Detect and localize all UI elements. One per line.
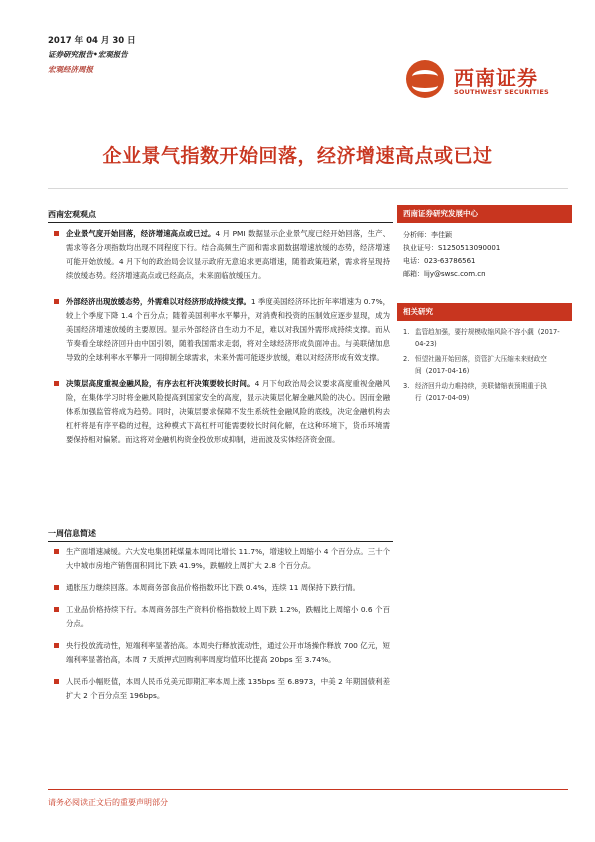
list-item xyxy=(52,295,390,365)
report-title: 企业景气指数开始回落，经济增速高点或已过 xyxy=(102,145,493,167)
license-row xyxy=(403,242,566,255)
logo-mark-icon xyxy=(406,60,444,98)
divider xyxy=(48,222,393,223)
related-num: 1. xyxy=(403,328,410,336)
divider xyxy=(48,188,568,189)
sidebar-heading-related: 相关研究 xyxy=(397,303,572,321)
analyst-info xyxy=(397,223,572,285)
related-item[interactable] xyxy=(403,381,568,404)
analyst-row xyxy=(403,229,566,242)
bullet-lead: 企业景气度开始回落，经济增速高点或已过。 xyxy=(66,229,216,238)
list-item xyxy=(52,227,390,283)
related-item[interactable] xyxy=(403,327,568,350)
report-category: 宏观经济周报 xyxy=(48,65,93,74)
views-list xyxy=(52,227,390,459)
email-label: 邮箱： xyxy=(403,270,424,278)
bullet-text: 1 季度美国经济环比折年率增速为 0.7%，较上个季度下降 1.4 个百分点；随着美国利率水平攀升，对消费和投资的压制效应逐步显现，成为美国经济增速放缓的主要原因。显示外部经济自生动力不足，难以对我国外需形成持续支撑。而从节奏看全球经济回升由中国引领，随着我国需求走弱，将对全球经济形成负面冲击。与美联储加息导致的全球利率水平攀升一同抑制全球需求，未来外需可能逐步放缓，难以对经济形成有效支撑。 xyxy=(66,297,390,362)
section-heading-weekly: 一周信息简述 xyxy=(48,529,96,538)
divider xyxy=(48,541,393,542)
related-research xyxy=(397,303,572,404)
report-type: 证券研究报告•宏观报告 xyxy=(48,50,128,59)
sidebar-heading-dept: 西南证券研究发展中心 xyxy=(397,205,572,223)
related-date: (2017-04-23) xyxy=(415,328,560,348)
license-number: S1250513090001 xyxy=(438,244,501,252)
related-list xyxy=(397,321,572,404)
weekly-list xyxy=(52,545,390,711)
bullet-text: 4 月 PMI 数据显示企业景气度已经开始回落，生产、需求等各分项指数均出现不同程度下行。结合高频生产面和需求面数据增速放缓的态势，经济增速可能开始放缓。4 月下旬的政治局会议显示政府无意追求更高增速，随着政策趋紧，需求将呈现持续放缓态势。经济增速高点或已经高点，未来面临放缓压力。 xyxy=(66,229,390,280)
logo-name-en: SOUTHWEST SECURITIES xyxy=(454,88,549,96)
related-item[interactable] xyxy=(403,354,568,377)
list-item: 工业品价格持续下行。本周商务部生产资料价格指数较上周下跌 1.2%，跌幅比上周缩小 0.6 个百分点。 xyxy=(52,603,390,631)
bullet-lead: 外部经济出现放缓态势，外需难以对经济形成持续支撑。 xyxy=(66,297,251,306)
bullet-lead: 决策层高度重视金融风险，有序去杠杆决策要较长时间。 xyxy=(66,379,255,388)
list-item: 生产面增速减缓。六大发电集团耗煤量本周同比增长 11.7%，增速较上周缩小 4 个百分点。三十个大中城市房地产销售面积同比下跌 41.9%，跌幅较上周扩大 2.8 个百分点。 xyxy=(52,545,390,573)
list-item: 央行投放流动性，短端利率显著抬高。本周央行释放流动性，通过公开市场操作释放 700 亿元，短端利率显著抬高，本周 7 天质押式回购利率周度均值环比提高 20bps 至 3.74%。 xyxy=(52,639,390,667)
company-logo xyxy=(406,60,581,104)
related-date: (2017-04-16) xyxy=(425,366,470,375)
phone-number: 023-63786561 xyxy=(424,257,476,265)
related-date: (2017-04-09) xyxy=(425,393,470,402)
related-title: 经济回升动力难持续，美联储缩表预期重于执行 xyxy=(415,382,547,402)
list-item xyxy=(52,377,390,447)
phone-row xyxy=(403,255,566,268)
analyst-label: 分析师： xyxy=(403,231,431,239)
phone-label: 电话： xyxy=(403,257,424,265)
analyst-name: 李佳颖 xyxy=(431,231,452,239)
footer-divider xyxy=(48,789,568,790)
section-heading-views: 西南宏观观点 xyxy=(48,210,96,219)
report-date: 2017 年 04 月 30 日 xyxy=(48,36,136,46)
related-num: 2. xyxy=(403,355,410,363)
list-item: 通胀压力继续回落。本周商务部食品价格指数环比下跌 0.4%，连续 11 周保持下跌行情。 xyxy=(52,581,390,595)
related-title: 监管趋加强，要拧规模收缩风险不容小觑 xyxy=(415,328,534,336)
license-label: 执业证号： xyxy=(403,244,438,252)
related-title: 恒望社融开始回落，资管扩大压缩未来财政空间 xyxy=(415,355,547,375)
footer-disclaimer: 请务必阅读正文后的重要声明部分 xyxy=(48,798,168,807)
related-num: 3. xyxy=(403,382,410,390)
list-item: 人民币小幅贬值，本周人民币兑美元即期汇率本周上涨 135bps 至 6.8973，中美 2 年期国债利差扩大 2 个百分点至 196bps。 xyxy=(52,675,390,703)
logo-name-cn: 西南证券 xyxy=(454,66,538,90)
sidebar xyxy=(397,205,572,408)
email-row xyxy=(403,268,566,281)
bullet-text: 4 月下旬政治局会议要求高度重视金融风险，在集体学习时将金融风险提高到国家安全的高度，显示决策层化解金融风险的决心。因而金融体系加强监管将成为趋势。同时，决策层要求保障不发生系统性金融风险的底线，决定金融机构去杠杆将是有序平稳的过程，这种模式下高杠杆可能需要较长时间化解，在这种环境下，货币环境需要保持相对偏紧。而这将对金融机构资金投放形成抑制，进而波及实体经济资金面。 xyxy=(66,379,390,444)
email-link[interactable]: lijy@swsc.com.cn xyxy=(424,270,486,278)
